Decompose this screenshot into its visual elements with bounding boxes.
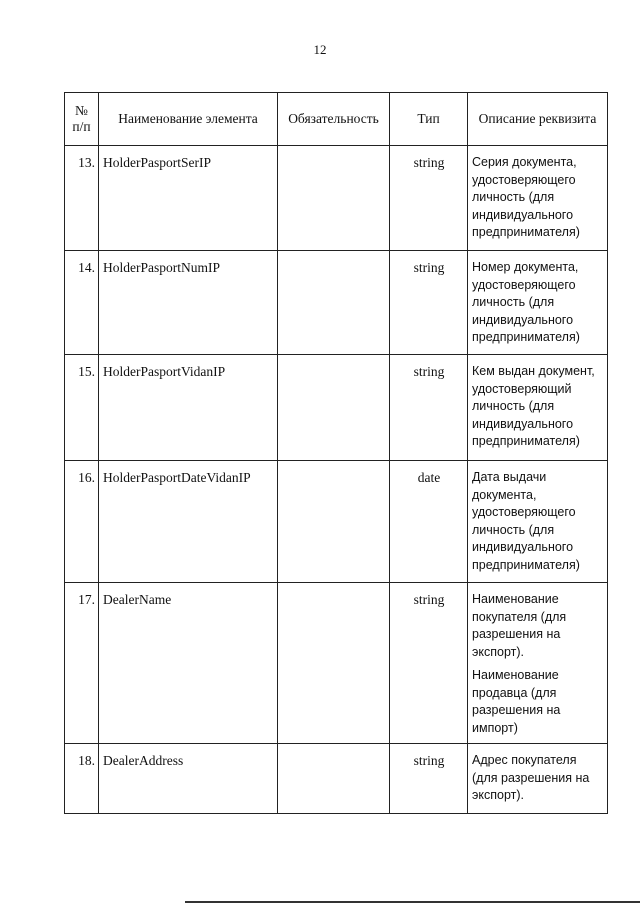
header-num: № п/п: [65, 93, 99, 146]
required-flag: [278, 146, 390, 251]
row-number: 17.: [65, 583, 99, 744]
description-paragraph: Дата выдачи документа, удостоверяющего личность (для индивидуального предпринимателя): [472, 470, 580, 572]
required-flag: [278, 461, 390, 583]
table-row: [65, 583, 608, 744]
table-row: [65, 744, 608, 814]
description: [468, 461, 608, 583]
element-name: HolderPasportVidanIP: [99, 355, 278, 461]
element-name: DealerAddress: [99, 744, 278, 814]
description-paragraph: Кем выдан документ, удостоверяющий личность (для индивидуального предпринимателя): [472, 364, 595, 448]
data-type: string: [390, 251, 468, 355]
data-type: date: [390, 461, 468, 583]
table-header-row: [65, 93, 608, 146]
description: [468, 355, 608, 461]
element-name: DealerName: [99, 583, 278, 744]
description-paragraph: Наименование продавца (для разрешения на импорт): [472, 668, 561, 735]
description: [468, 744, 608, 814]
row-number: 13.: [65, 146, 99, 251]
table-row: [65, 461, 608, 583]
required-flag: [278, 355, 390, 461]
description: [468, 251, 608, 355]
element-name: HolderPasportNumIP: [99, 251, 278, 355]
data-type: string: [390, 583, 468, 744]
data-type: string: [390, 146, 468, 251]
description-paragraph: Адрес покупателя (для разрешения на экспорт).: [472, 753, 590, 802]
description-paragraph: Серия документа, удостоверяющего личность (для индивидуального предпринимателя): [472, 155, 580, 239]
description-paragraph: Наименование покупателя (для разрешения на экспорт).: [472, 592, 567, 659]
table-row: [65, 251, 608, 355]
page-number: 12: [313, 42, 327, 57]
header-type: Тип: [390, 93, 468, 146]
required-flag: [278, 744, 390, 814]
description: [468, 146, 608, 251]
row-number: 18.: [65, 744, 99, 814]
data-type: string: [390, 355, 468, 461]
required-flag: [278, 583, 390, 744]
element-name: HolderPasportDateVidanIP: [99, 461, 278, 583]
row-number: 15.: [65, 355, 99, 461]
required-flag: [278, 251, 390, 355]
bottom-divider: [185, 901, 640, 903]
row-number: 14.: [65, 251, 99, 355]
element-name: HolderPasportSerIP: [99, 146, 278, 251]
header-required: Обязательность: [278, 93, 390, 146]
data-type: string: [390, 744, 468, 814]
table-row: [65, 146, 608, 251]
description: [468, 583, 608, 744]
row-number: 16.: [65, 461, 99, 583]
table-row: [65, 355, 608, 461]
description-paragraph: Номер документа, удостоверяющего личность (для индивидуального предпринимателя): [472, 260, 580, 344]
header-element-name: Наименование элемента: [99, 93, 278, 146]
header-description: Описание реквизита: [468, 93, 608, 146]
requisites-table: [64, 92, 608, 814]
